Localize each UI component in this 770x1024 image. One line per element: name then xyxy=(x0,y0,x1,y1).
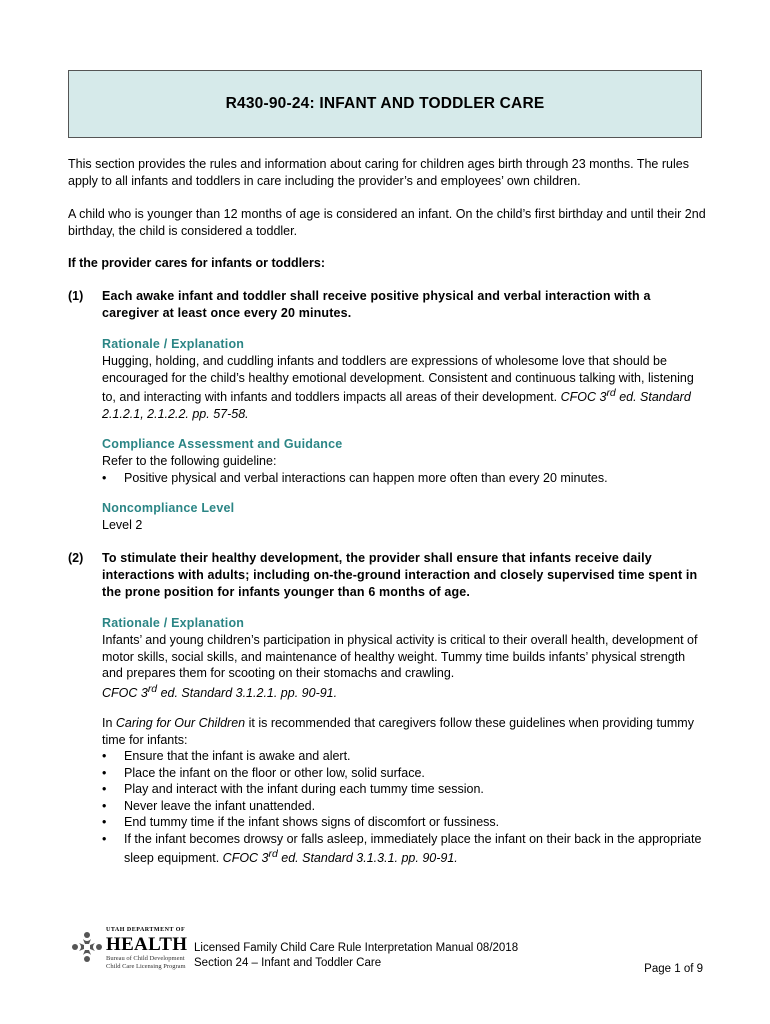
guideline-list xyxy=(102,748,707,867)
compliance-text: Refer to the following guideline: xyxy=(102,454,277,469)
intro-paragraph-1: This section provides the rules and information about caring for children ages birth through 23 months. The rules apply to all infants and toddlers in care including the provider’s and employees’ own children. xyxy=(68,157,689,188)
citation-post: ed. Standard 3.1.3.1. pp. 90-91. xyxy=(277,851,458,866)
compliance-list xyxy=(102,470,707,487)
rule-number: (2) xyxy=(68,551,84,565)
logo-sub-text-2: Child Care Licensing Program xyxy=(106,963,186,970)
footer-text xyxy=(194,941,518,971)
guideline-post: it is recommended that caregivers follow these guidelines when providing tummy time for infants: xyxy=(102,716,694,747)
citation-pre: CFOC 3 xyxy=(102,685,148,700)
rule-number: (1) xyxy=(68,289,84,303)
rule-text: Each awake infant and toddler shall receive positive physical and verbal interaction with a caregiver at least once every 20 minutes. xyxy=(102,289,651,320)
list-item: • Play and interact with the infant during each tummy time session. xyxy=(102,781,707,798)
noncompliance-level: Level 2 xyxy=(102,518,143,533)
noncompliance-heading: Noncompliance Level xyxy=(102,501,235,516)
rule-body xyxy=(102,288,707,534)
rationale-text: Infants’ and young children’s participation in physical activity is critical to their overall health, development of motor skills, social skills, and maintenance of healthy weight. Tummy time builds infants’ physical strength and prepares them for scooting on their stomachs and crawling. xyxy=(102,633,698,680)
citation-sup: rd xyxy=(606,388,616,399)
logo-main-text: HEALTH xyxy=(106,934,188,955)
list-item-text: If the infant becomes drowsy or falls asleep, immediately place the infant on their back in the appropriate sleep equipment. xyxy=(124,831,702,866)
logo-text xyxy=(106,926,196,971)
citation-post: ed. Standard 2.1.2.1, 2.1.2.2. pp. 57-58. xyxy=(102,390,691,421)
list-item xyxy=(102,831,707,867)
rule-text: To stimulate their healthy development, the provider shall ensure that infants receive daily interactions with adults; including on-the-ground interaction and closely supervised time spent in the prone position for infants younger than 6 months of age. xyxy=(102,551,698,599)
people-circle-icon xyxy=(70,930,104,964)
rationale-heading: Rationale / Explanation xyxy=(102,337,245,351)
footer-section: Section 24 – Infant and Toddler Care xyxy=(194,957,382,969)
citation xyxy=(219,851,458,865)
logo-top-text: UTAH DEPARTMENT OF xyxy=(106,927,186,933)
guideline-intro xyxy=(102,715,707,748)
guideline-pre: In xyxy=(102,716,116,731)
list-item: • Never leave the infant unattended. xyxy=(102,798,707,815)
rationale-heading: Rationale / Explanation xyxy=(102,616,245,630)
rule-body xyxy=(102,550,707,867)
list-item: • End tummy time if the infant shows signs of discomfort or fussiness. xyxy=(102,814,707,831)
compliance-heading: Compliance Assessment and Guidance xyxy=(102,437,343,452)
page-title: R430-90-24: INFANT AND TODDLER CARE xyxy=(225,95,545,112)
citation-post: ed. Standard 3.1.2.1. pp. 90-91. xyxy=(157,685,338,700)
title-box xyxy=(68,70,702,138)
citation-pre: CFOC 3 xyxy=(219,851,269,866)
logo-sub-text-1: Bureau of Child Development xyxy=(106,955,185,962)
rationale-paragraph xyxy=(102,353,707,422)
footer-manual-title: Licensed Family Child Care Rule Interpretation Manual 08/2018 xyxy=(194,942,519,954)
page-number: Page 1 of 9 xyxy=(644,963,703,975)
citation xyxy=(102,682,707,702)
list-item: • Positive physical and verbal interactions can happen more often than every 20 minutes. xyxy=(102,470,707,487)
rationale-text: Hugging, holding, and cuddling infants and toddlers are expressions of wholesome love that should be encouraged for the child’s healthy emotional development. Consistent and continuous talking with, listening to, and interacting with infants and toddlers impacts all areas of their development. xyxy=(102,354,694,405)
citation-sup: rd xyxy=(147,683,158,695)
book-title: Caring for Our Children xyxy=(115,716,246,731)
utah-health-logo xyxy=(70,926,190,976)
citation-pre: CFOC 3 xyxy=(560,390,607,405)
intro-paragraph-2: A child who is younger than 12 months of age is considered an infant. On the child’s first birthday and until their 2nd birthday, the child is considered a toddler. xyxy=(68,207,706,238)
list-item: • Place the infant on the floor or other low, solid surface. xyxy=(102,765,707,782)
citation-sup: rd xyxy=(268,849,278,861)
lead-statement: If the provider cares for infants or toddlers: xyxy=(68,256,325,270)
list-item: • Ensure that the infant is awake and alert. xyxy=(102,748,707,765)
